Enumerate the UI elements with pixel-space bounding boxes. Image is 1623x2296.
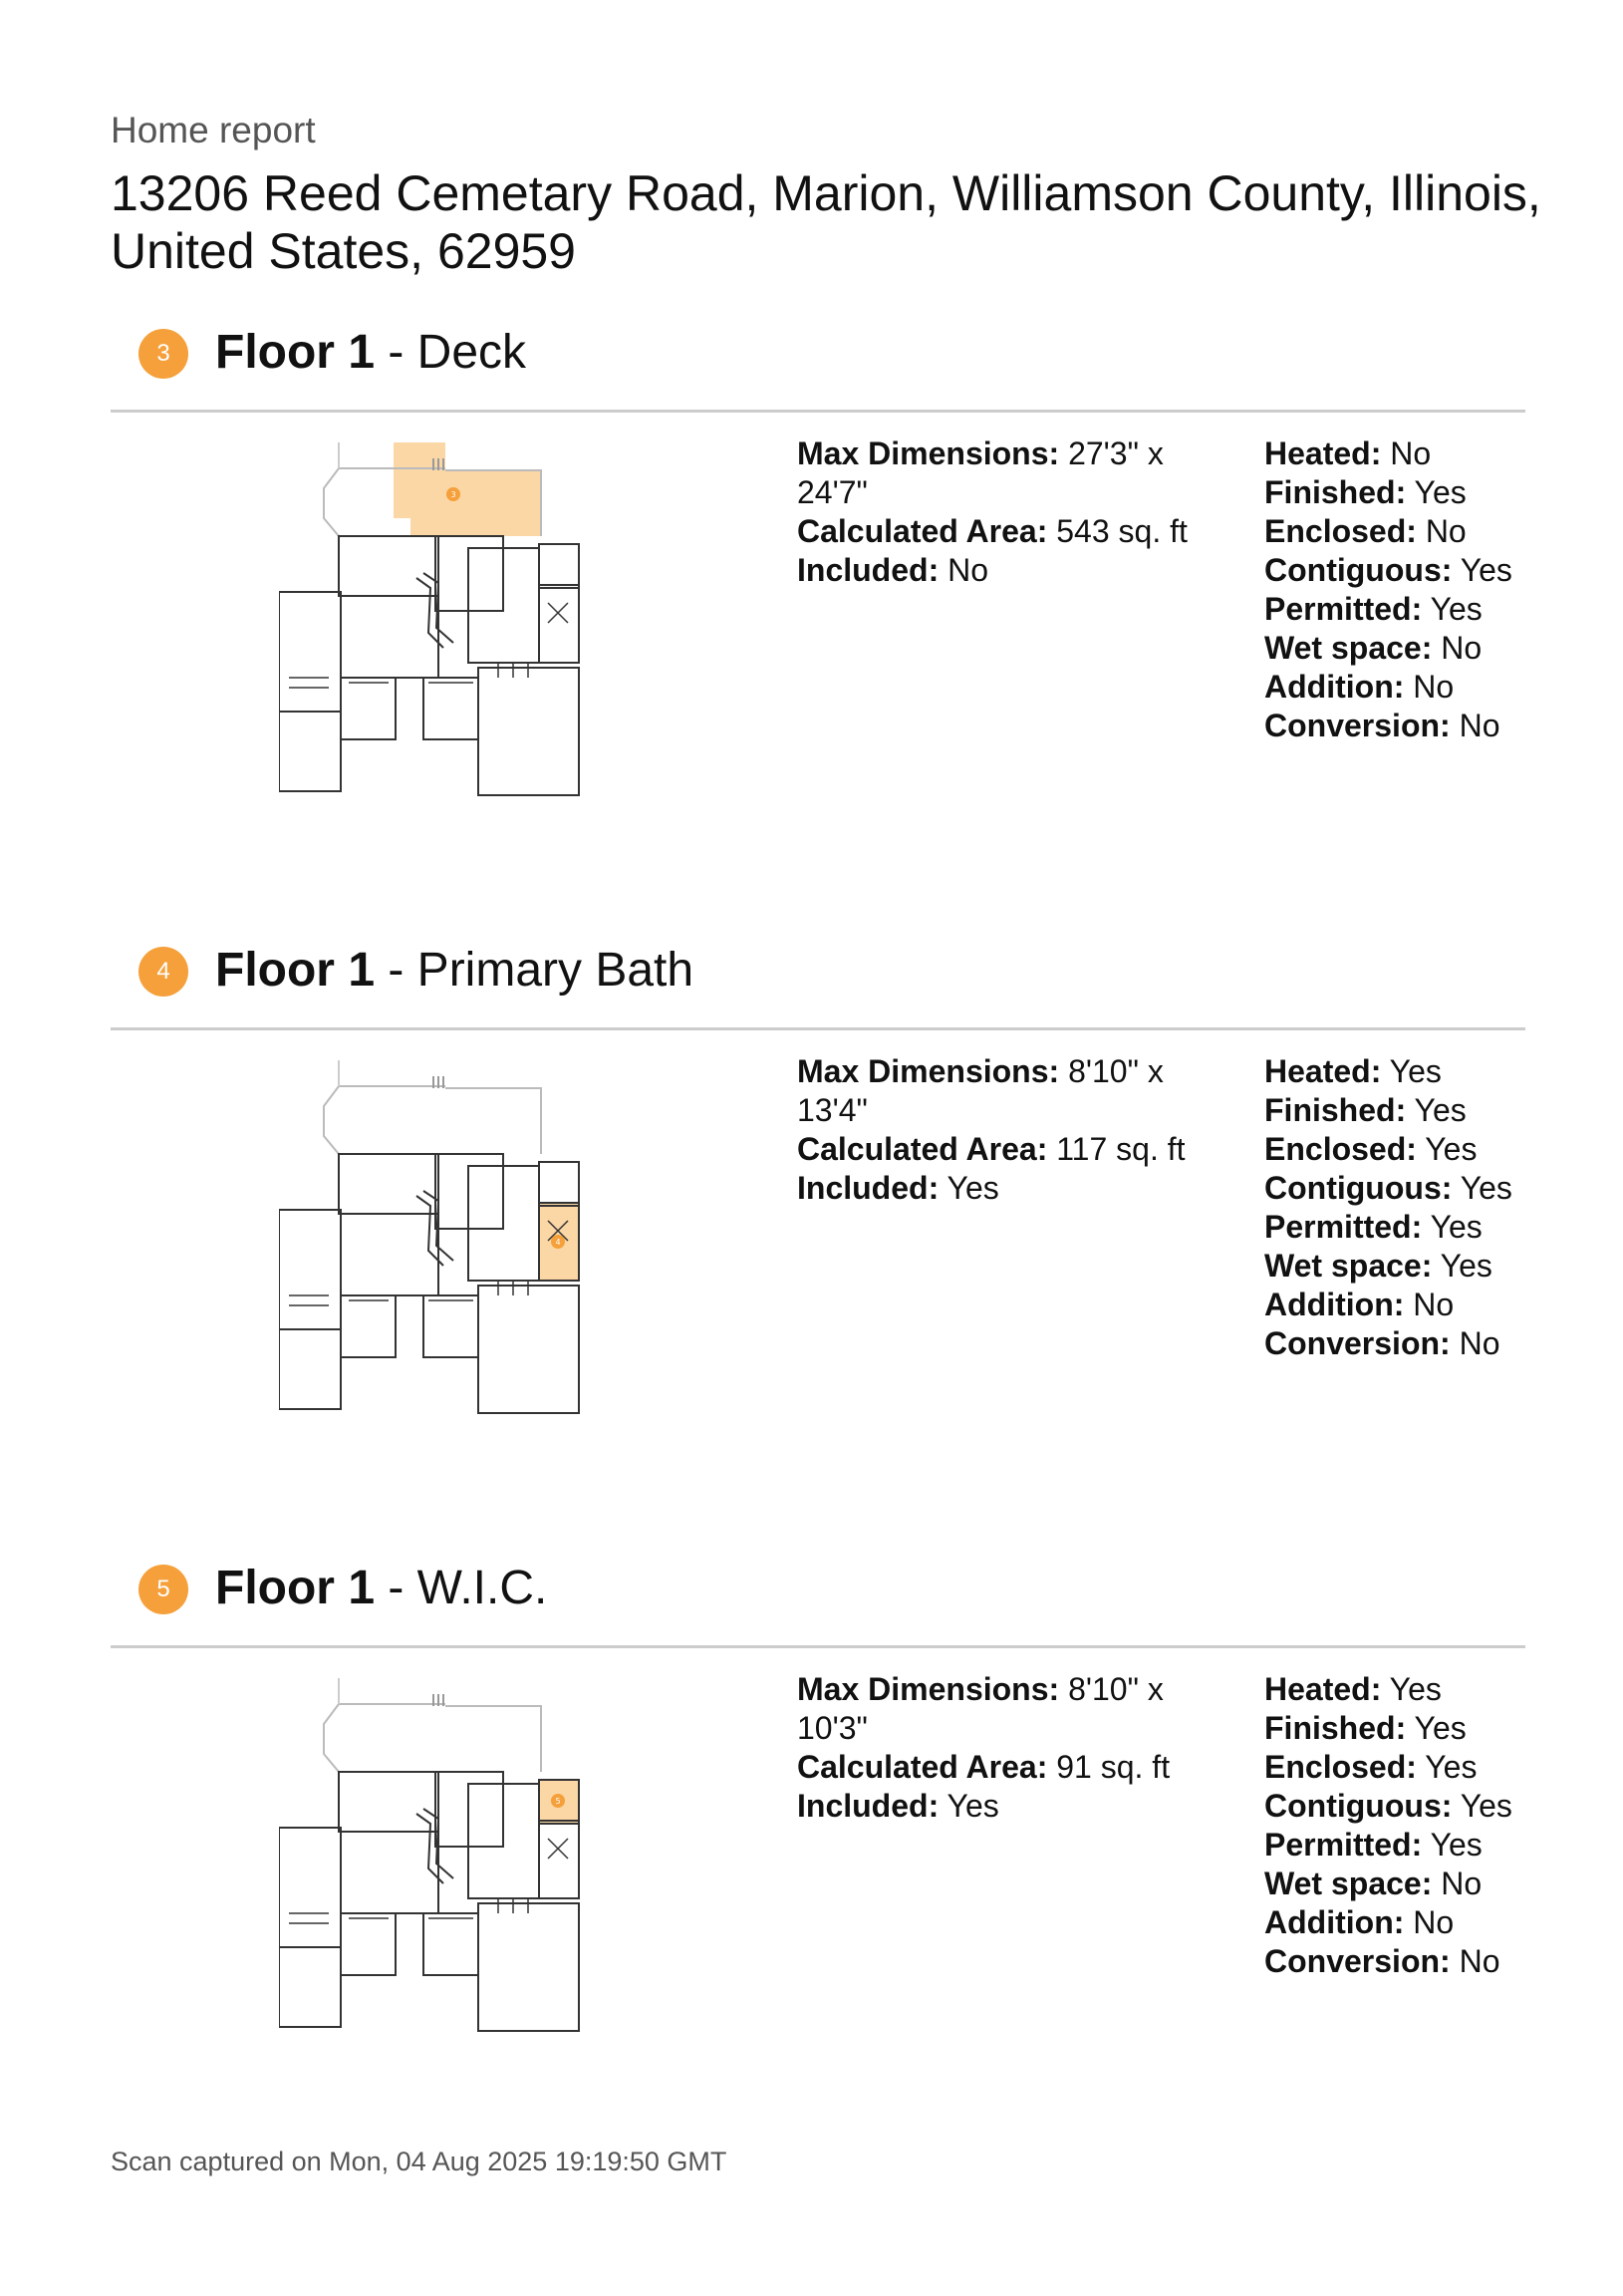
flag-value: No	[1441, 1866, 1483, 1901]
flag-row	[1264, 512, 1523, 551]
spec-row	[797, 1169, 1216, 1208]
spec-value: 27'3" x 24'7"	[797, 435, 1164, 510]
floor-plan-thumbnail	[279, 1046, 608, 1415]
spec-value: 543 sq. ft	[1056, 513, 1188, 549]
room-name: W.I.C.	[416, 1562, 548, 1614]
flag-label: Wet space:	[1264, 1866, 1433, 1901]
room-number: 3	[156, 340, 170, 367]
spec-row	[797, 551, 1216, 590]
flag-label: Addition:	[1264, 1287, 1405, 1322]
flag-label: Conversion:	[1264, 1943, 1451, 1979]
flag-label: Enclosed:	[1264, 1131, 1417, 1167]
room-number: 4	[156, 958, 170, 985]
flag-label: Enclosed:	[1264, 1749, 1417, 1785]
property-address: 13206 Reed Cemetary Road, Marion, Williamson County, Illinois, United States, 62959	[111, 165, 1541, 279]
spec-label: Max Dimensions:	[797, 1053, 1060, 1089]
section-divider	[111, 1645, 1525, 1648]
spec-label: Included:	[797, 1170, 940, 1206]
flag-label: Wet space:	[1264, 630, 1433, 666]
report-kicker: Home report	[111, 110, 316, 150]
room-name: Primary Bath	[416, 944, 694, 997]
flag-row	[1264, 668, 1523, 707]
flag-row	[1264, 1130, 1523, 1169]
flag-row	[1264, 1052, 1523, 1091]
svg-text:3: 3	[450, 490, 456, 499]
spec-label: Calculated Area:	[797, 513, 1048, 549]
flag-value: Yes	[1425, 1131, 1478, 1167]
flag-value: No	[1390, 435, 1432, 471]
flag-row	[1264, 1091, 1523, 1130]
flag-row	[1264, 1865, 1523, 1903]
room-flags	[1264, 434, 1523, 745]
floor-plan-thumbnail	[279, 429, 608, 797]
flag-value: Yes	[1460, 552, 1512, 588]
room-title	[215, 941, 693, 1001]
flag-value: Yes	[1430, 1827, 1483, 1863]
room-header	[111, 319, 1525, 415]
flag-label: Contiguous:	[1264, 1170, 1453, 1206]
spec-value: 91 sq. ft	[1056, 1749, 1171, 1785]
floor-plan-drawing	[279, 1664, 608, 2033]
flag-label: Contiguous:	[1264, 1788, 1453, 1824]
flag-value: Yes	[1430, 1209, 1483, 1245]
flag-value: Yes	[1414, 1710, 1467, 1746]
flag-label: Conversion:	[1264, 1325, 1451, 1361]
flag-value: No	[1459, 708, 1500, 743]
flag-row	[1264, 1208, 1523, 1247]
flag-label: Finished:	[1264, 1092, 1407, 1128]
flag-row	[1264, 1942, 1523, 1981]
floor-plan-thumbnail	[279, 1664, 608, 2033]
spec-row	[797, 1052, 1216, 1130]
flag-value: No	[1441, 630, 1483, 666]
flag-row	[1264, 1247, 1523, 1286]
flag-row	[1264, 1169, 1523, 1208]
flag-value: No	[1413, 1287, 1455, 1322]
room-number-badge	[138, 1565, 188, 1614]
flag-row	[1264, 1826, 1523, 1865]
flag-value: No	[1413, 669, 1455, 705]
room-title-separator: -	[375, 1562, 417, 1614]
flag-label: Finished:	[1264, 474, 1407, 510]
flag-label: Heated:	[1264, 435, 1382, 471]
flag-row	[1264, 473, 1523, 512]
flag-label: Addition:	[1264, 669, 1405, 705]
room-section-5	[0, 1555, 1623, 2113]
room-name: Deck	[416, 326, 527, 379]
spec-row	[797, 1670, 1216, 1748]
flag-value: Yes	[1414, 474, 1467, 510]
spec-label: Max Dimensions:	[797, 435, 1060, 471]
spec-label: Included:	[797, 1788, 940, 1824]
room-specs	[797, 1670, 1216, 1826]
flag-value: No	[1459, 1943, 1500, 1979]
room-specs	[797, 434, 1216, 590]
flag-label: Permitted:	[1264, 1827, 1423, 1863]
floor-plan-drawing	[279, 1046, 608, 1415]
room-title	[215, 1559, 547, 1618]
flag-row	[1264, 1903, 1523, 1942]
room-number-badge	[138, 947, 188, 997]
flag-label: Conversion:	[1264, 708, 1451, 743]
spec-row	[797, 434, 1216, 512]
flag-value: Yes	[1460, 1788, 1512, 1824]
spec-value: No	[947, 552, 989, 588]
flag-label: Finished:	[1264, 1710, 1407, 1746]
spec-value: 8'10" x 10'3"	[797, 1671, 1164, 1746]
spec-label: Max Dimensions:	[797, 1671, 1060, 1707]
flag-value: Yes	[1389, 1671, 1442, 1707]
flag-label: Enclosed:	[1264, 513, 1417, 549]
flag-row	[1264, 629, 1523, 668]
room-title	[215, 323, 526, 383]
flag-value: No	[1459, 1325, 1500, 1361]
flag-row	[1264, 1324, 1523, 1363]
section-divider	[111, 1027, 1525, 1030]
spec-value: Yes	[947, 1170, 999, 1206]
room-title-separator: -	[375, 944, 417, 997]
spec-value: Yes	[947, 1788, 999, 1824]
flag-label: Permitted:	[1264, 591, 1423, 627]
spec-row	[797, 512, 1216, 551]
spec-label: Calculated Area:	[797, 1749, 1048, 1785]
flag-label: Heated:	[1264, 1671, 1382, 1707]
flag-value: Yes	[1389, 1053, 1442, 1089]
flag-value: Yes	[1460, 1170, 1512, 1206]
spec-row	[797, 1748, 1216, 1787]
flag-row	[1264, 707, 1523, 745]
spec-row	[797, 1130, 1216, 1169]
room-floor: Floor 1	[215, 944, 376, 997]
flag-label: Heated:	[1264, 1053, 1382, 1089]
room-number: 5	[156, 1576, 170, 1602]
spec-value: 8'10" x 13'4"	[797, 1053, 1164, 1128]
room-specs	[797, 1052, 1216, 1208]
spec-row	[797, 1787, 1216, 1826]
flag-value: Yes	[1430, 591, 1483, 627]
flag-value: Yes	[1440, 1248, 1492, 1284]
room-floor: Floor 1	[215, 326, 376, 379]
section-divider	[111, 410, 1525, 413]
flag-label: Addition:	[1264, 1904, 1405, 1940]
room-title-separator: -	[375, 326, 417, 379]
flag-row	[1264, 551, 1523, 590]
flag-row	[1264, 590, 1523, 629]
flag-label: Permitted:	[1264, 1209, 1423, 1245]
svg-text:4: 4	[555, 1238, 561, 1247]
flag-row	[1264, 1709, 1523, 1748]
flag-value: Yes	[1425, 1749, 1478, 1785]
room-header	[111, 937, 1525, 1032]
flag-row	[1264, 434, 1523, 473]
room-flags	[1264, 1052, 1523, 1363]
flag-value: Yes	[1414, 1092, 1467, 1128]
room-floor: Floor 1	[215, 1562, 376, 1614]
floor-plan-drawing	[279, 429, 608, 797]
spec-label: Included:	[797, 552, 940, 588]
scan-timestamp: Scan captured on Mon, 04 Aug 2025 19:19:50 GMT	[111, 2147, 727, 2176]
flag-value: No	[1413, 1904, 1455, 1940]
room-section-3	[0, 319, 1623, 877]
flag-row	[1264, 1286, 1523, 1324]
flag-value: No	[1425, 513, 1467, 549]
spec-value: 117 sq. ft	[1056, 1131, 1186, 1167]
flag-row	[1264, 1670, 1523, 1709]
flag-label: Wet space:	[1264, 1248, 1433, 1284]
svg-text:5: 5	[555, 1797, 561, 1806]
room-section-4	[0, 937, 1623, 1495]
flag-row	[1264, 1748, 1523, 1787]
spec-label: Calculated Area:	[797, 1131, 1048, 1167]
flag-row	[1264, 1787, 1523, 1826]
room-number-badge	[138, 329, 188, 379]
flag-label: Contiguous:	[1264, 552, 1453, 588]
room-header	[111, 1555, 1525, 1650]
room-flags	[1264, 1670, 1523, 1981]
